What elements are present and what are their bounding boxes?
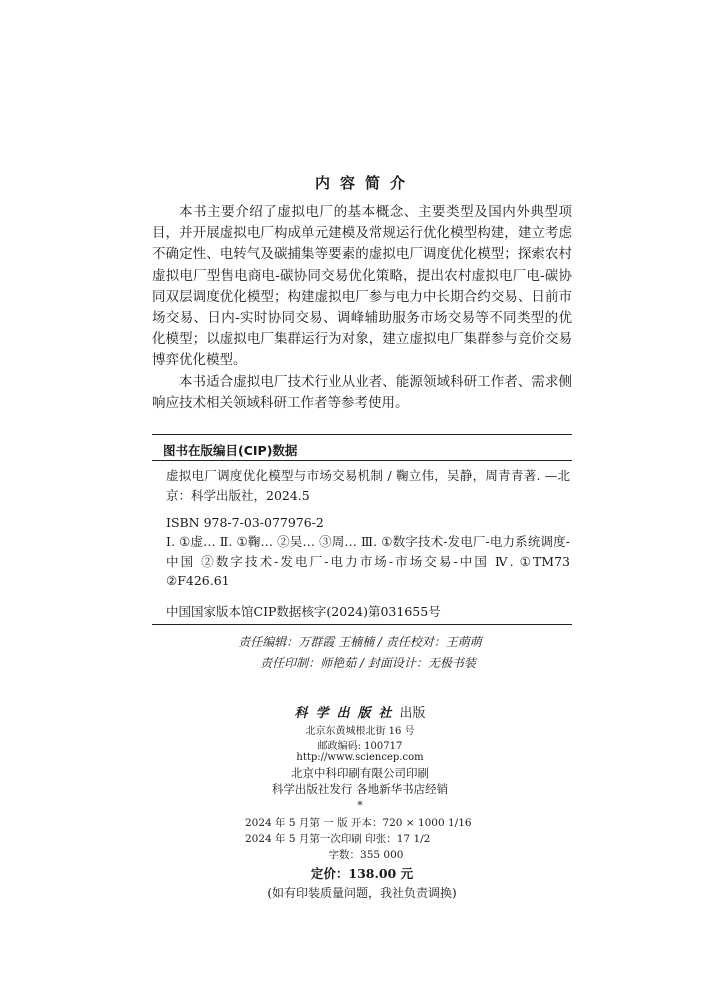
word-count: 字数：355 000	[328, 849, 404, 861]
separator-star: *	[357, 799, 363, 812]
editor-credits: 责任编辑：万群霞 王楠楠 / 责任校对：王萌萌	[238, 635, 482, 649]
edition-line: 2024 年 5 月第 一 版 开本：720 × 1000 1/16	[245, 817, 472, 829]
cip-heading: 图书在版编目(CIP)数据	[163, 443, 298, 458]
price: 定价：138.00 元	[310, 866, 414, 881]
publisher-postcode: 邮政编码: 100717	[317, 741, 403, 752]
intro-paragraph-2: 本书适合虚拟电厂技术行业从业者、能源领域科研工作者、需求侧响应技术相关领域科研工作者等参考使用。	[152, 373, 572, 411]
publisher-logo: 科学出版社	[294, 706, 400, 721]
cip-bottom-rule	[152, 624, 572, 625]
quality-notice: (如有印装质量问题，我社负责调换)	[267, 886, 457, 900]
cip-number: 中国国家版本馆CIP数据核字(2024)第031655号	[166, 604, 441, 619]
publisher-line	[0, 702, 720, 721]
production-credits: 责任印制：师艳茹 / 封面设计：无极书装	[260, 656, 476, 670]
cip-top-rule	[152, 434, 572, 435]
cip-subjects: Ⅰ. ①虚… Ⅱ. ①鞠… ②吴… ③周… Ⅲ. ①数字技术-发电厂-电力系统调度-中国 ②数字技术-发电厂-电力市场-市场交易-中国 Ⅳ. ①TM73 ②F426.61	[166, 534, 570, 588]
intro-paragraph-1: 本书主要介绍了虚拟电厂的基本概念、主要类型及国内外典型项目，并开展虚拟电厂构成单元建模及常规运行优化模型构建，建立考虑不确定性、电转气及碳捕集等要素的虚拟电厂调度优化模型；探索农村虚拟电厂型售电商电-碳协同交易优化策略，提出农村虚拟电厂电-碳协同双层调度优化模型；构建虚拟电厂参与电力中长期合约交易、日前市场交易、日内-实时协同交易、调峰辅助服务市场交易等不同类型的优化模型；以虚拟电厂集群运行为对象，建立虚拟电厂集群参与竞价交易博弈优化模型。	[152, 204, 572, 369]
publisher-address: 北京东黄城根北街 16 号	[305, 726, 415, 737]
intro-title: 内容简介	[314, 174, 415, 192]
cip-isbn: ISBN 978-7-03-077976-2	[166, 515, 324, 530]
publisher-url: http://www.sciencep.com	[296, 752, 424, 763]
printing-line: 2024 年 5 月第一次印刷 印张：17 1/2	[245, 833, 431, 845]
publisher-suffix: 出版	[399, 706, 426, 721]
cip-title-line: 虚拟电厂调度优化模型与市场交易机制 / 鞠立伟，吴静，周青青著. —北京：科学出版社，2024.5	[166, 468, 570, 503]
distribution-line: 科学出版社发行 各地新华书店经销	[271, 782, 449, 796]
cip-heading-rule	[152, 460, 572, 461]
printer-line: 北京中科印刷有限公司印刷	[291, 766, 429, 780]
intro-body	[152, 202, 572, 414]
